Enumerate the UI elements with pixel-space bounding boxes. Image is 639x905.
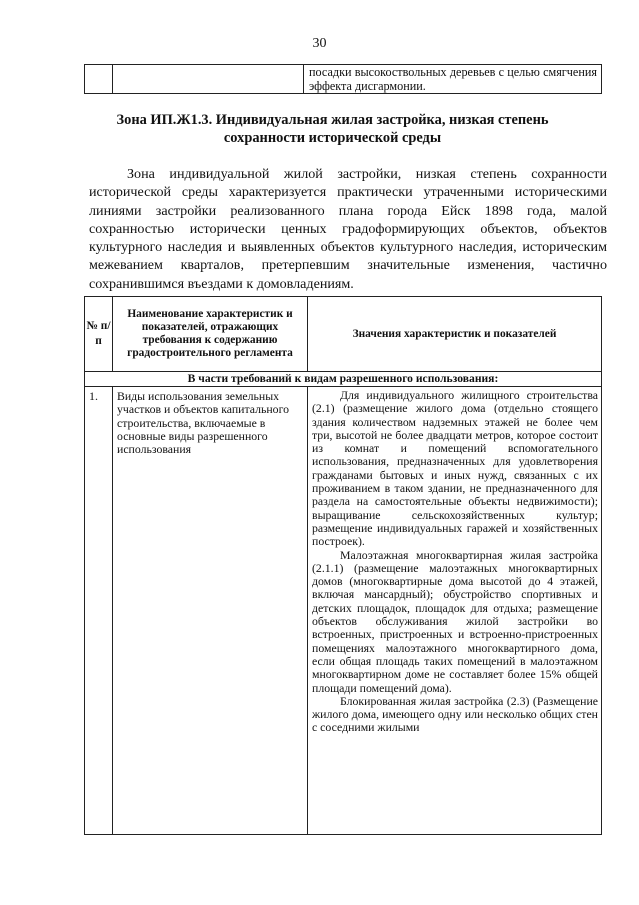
section-title: В части требований к видам разрешенного использования:	[85, 372, 602, 387]
row-number: 1.	[85, 387, 113, 835]
header-name: Наименование характеристик и показателей, отражающих требования к содержанию градостроительного регламента	[113, 297, 308, 372]
row-values	[308, 387, 602, 835]
continuation-cell-name	[113, 65, 304, 94]
value-paragraph: Малоэтажная многоквартирная жилая застройка (2.1.1) (размещение малоэтажных многоквартирных домов (многоквартирные дома высотой до 4 этажей, включая мансардный); обустройство спортивных и детских площадок, площадок для отдыха; размещение объектов обслуживания жилой застройки во встроенных, пристроенных и встроенно-пристроенных помещениях малоэтажного многоквартирного дома, если общая площадь таких помещений в малоэтажном многоквартирном доме не составляет более 15% общей площади помещений дома).	[312, 547, 598, 695]
regulation-table	[84, 296, 602, 835]
page-number: 30	[312, 36, 327, 51]
value-paragraph: Для индивидуального жилищного строительства (2.1) (размещение жилого дома (отдельно стоящего здания количеством надземных этажей не более чем три, высотой не более двадцати метров, которое состоит из комнат и помещений вспомогательного использования, предназначенных для удовлетворения гражданами бытовых и иных нужд, связанных с их проживанием в таком здании, не предназначенного для раздела на самостоятельные объекты недвижимости); выращивание сельскохозяйственных культур; размещение индивидуальных гаражей и хозяйственных построек).	[312, 388, 598, 549]
header-number: № п/ п	[85, 297, 113, 372]
table-row	[85, 387, 602, 835]
header-values: Значения характеристик и показателей	[308, 297, 602, 372]
continuation-cell-number	[85, 65, 113, 94]
continuation-text: посадки высокоствольных деревьев с целью смягчения эффекта дисгармонии.	[309, 65, 597, 93]
value-paragraph: Блокированная жилая застройка (2.3) (Размещение жилого дома, имеющего одну или несколько общих стен с соседними жилыми	[312, 693, 598, 735]
continuation-cell-value	[304, 65, 602, 94]
continuation-table	[84, 64, 602, 94]
zone-title: Зона ИП.Ж1.3. Индивидуальная жилая застройка, низкая степень сохранности исторической среды	[116, 112, 549, 146]
row-name: Виды использования земельных участков и объектов капитального строительства, включаемые в основные виды разрешенного использования	[113, 387, 308, 835]
intro-paragraph: Зона индивидуальной жилой застройки, низкая степень сохранности исторической среды характеризуется практически утраченными историческими линиями застройки реализованного плана города Ейск 1898 года, малой сохранностью исторически ценных градоформирующих объектов, объектов культурного наследия и выявленных объектов культурного наследия, историческим межеванием кварталов, претерпевшим значительные изменения, частично сохранившимся въездами к домовладениям.	[89, 166, 607, 292]
section-row	[85, 372, 602, 387]
table-header-row	[85, 297, 602, 372]
